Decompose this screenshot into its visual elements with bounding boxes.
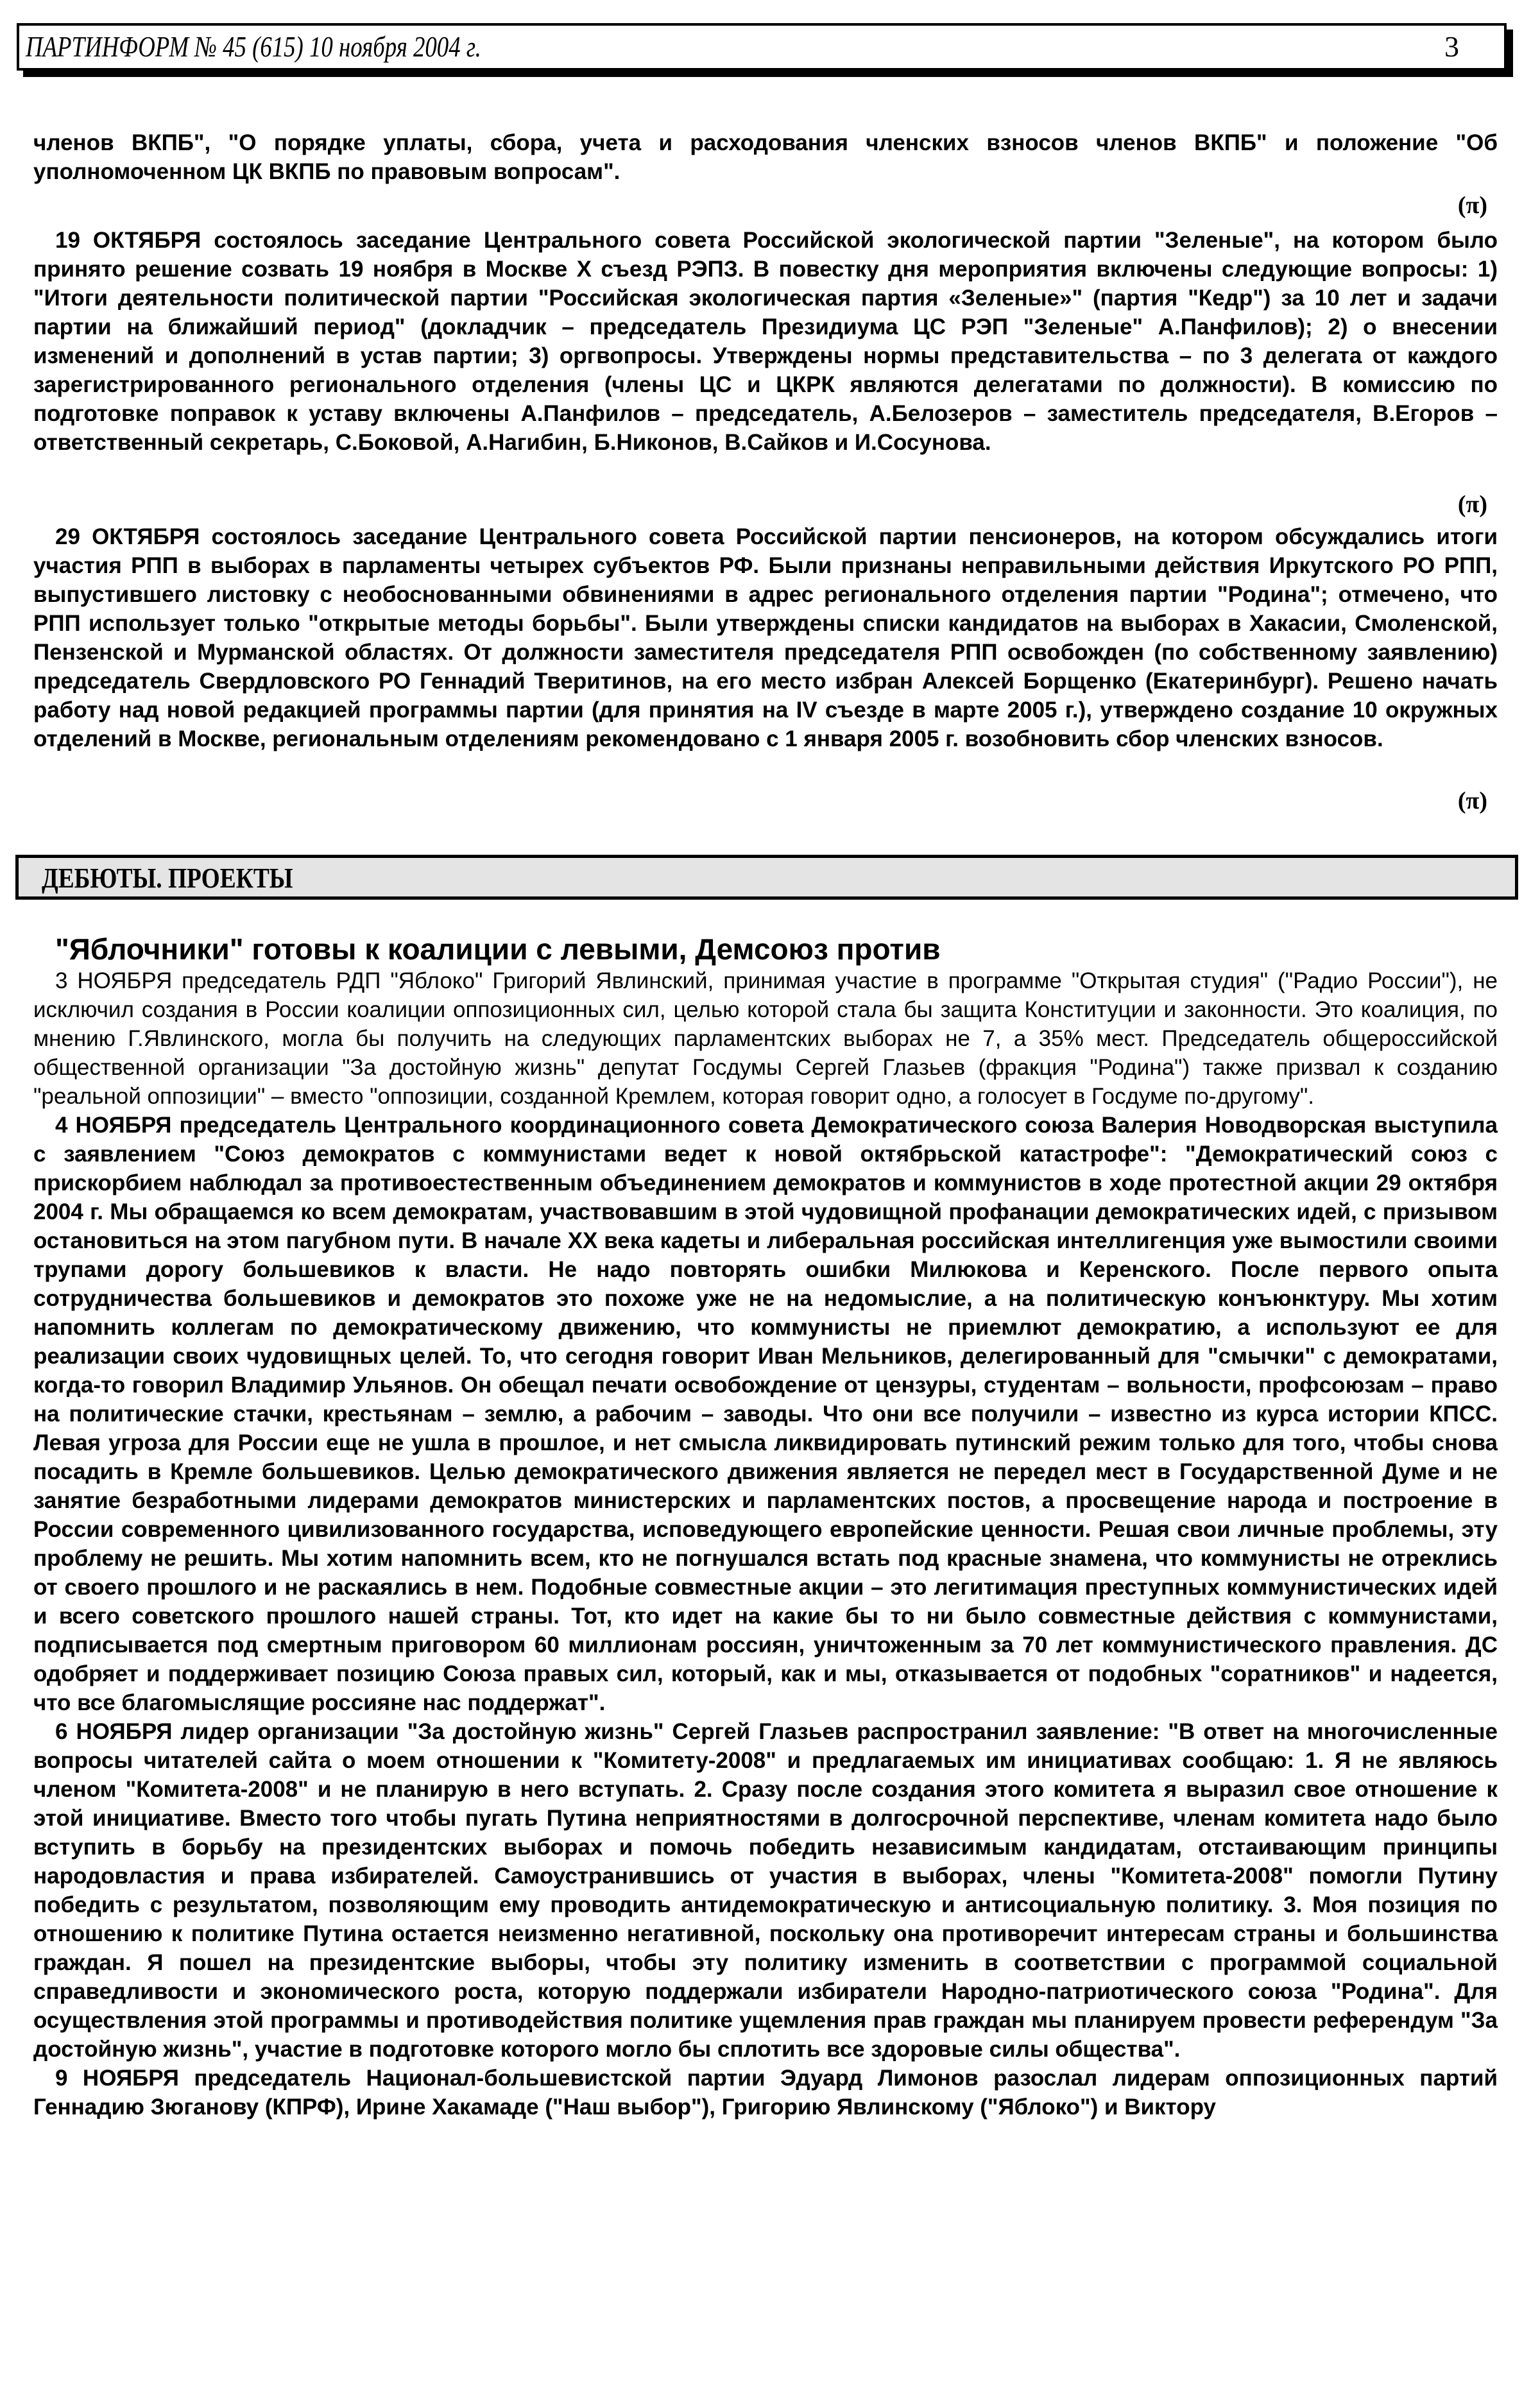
page-header — [17, 23, 1507, 71]
article-paragraph: 4 НОЯБРЯ председатель Центрального координационного совета Демократического союза Валерия Новодворская выступила с заявлением "Союз демократов с коммунистами ведет к новой октябрьской катастрофе": "Демократический союз с прискорбием наблюдал за противоестественным объединением демократов и коммунистов в ходе протестной акции 29 октября 2004 г. Мы обращаемся ко всем демократам, участвовавшим в этой чудовищной профанации демократических идей, с призывом остановиться на этом пагубном пути. В начале XX века кадеты и либеральная российская интеллигенция уже вымостили своими трупами дорогу большевиков к власти. Не надо повторять ошибки Милюкова и Керенского. После первого опыта сотрудничества большевиков и демократов это похоже уже не на недомыслие, а на политическую конъюнктуру. Мы хотим напомнить коллегам по демократическому движению, что коммунисты не приемлют демократию, а используют ее для реализации своих чудовищных целей. То, что сегодня говорит Иван Мельников, делегированный для "смычки" с демократами, когда-то говорил Владимир Ульянов. Он обещал печати освобождение от цензуры, студентам – вольности, профсоюзам – право на политические стачки, крестьянам – землю, а рабочим – заводы. Что они все получили – известно из курса истории КПСС. Левая угроза для России еще не ушла в прошлое, и нет смысла ликвидировать путинский режим только для того, чтобы снова посадить в Кремле большевиков. Целью демократического движения является не передел мест в Государственной Думе и не занятие безработными лидерами демократов министерских и парламентских постов, а просвещение народа и построение в России современного цивилизованного государства, исповедующего европейские ценности. Решая свои личные проблемы, эту проблему не решить. Мы хотим напомнить всем, кто не погнушался встать под красные знамена, что коммунисты не отреклись от своего прошлого и не раскаялись в нем. Подобные совместные акции – это легитимация преступных коммунистических идей и всего советского прошлого нашей страны. Тот, кто идет на какие бы то ни было совместные действия с коммунистами, подписывается под смертным приговором 60 миллионам россиян, уничтоженным за 70 лет коммунистического правления. ДС одобряет и поддерживает позицию Союза правых сил, который, как и мы, отказывается от подобных "соратников" и надеется, что все благомыслящие россияне нас поддержат". — [33, 1113, 1498, 1715]
author-signature: (π) — [1457, 787, 1487, 814]
article-body — [33, 966, 1498, 2121]
page-number: 3 — [1444, 30, 1459, 63]
news-paragraph: 29 ОКТЯБРЯ состоялось заседание Центрального совета Российской партии пенсионеров, на котором обсуждались итоги участия РПП в выборах в парламенты четырех субъектов РФ. Были признаны неправильными действия Иркутского РО РПП, выпустившего листовку с необоснованными обвинениями в адрес регионального отделения партии "Родина"; отмечено, что РПП использует только "открытые методы борьбы". Были утверждены списки кандидатов на выборах в Хакасии, Смоленской, Пензенской и Мурманской областях. От должности заместителя председателя РПП освобожден (по собственному заявлению) председатель Свердловского РО Геннадий Тверитинов, на его место избран Алексей Борщенко (Екатеринбург). Решено начать работу над новой редакцией программы партии (для принятия на IV съезде в марте 2005 г.), утверждено создание 10 окружных отделений в Москве, региональным отделениям рекомендовано с 1 января 2005 г. возобновить сбор членских взносов. — [33, 524, 1498, 751]
publication-title: ПАРТИНФОРМ № 45 (615) 10 ноября 2004 г. — [26, 30, 481, 63]
section-header — [15, 855, 1518, 900]
news-paragraph: 19 ОКТЯБРЯ состоялось заседание Центрального совета Российской экологической партии "Зеленые", на котором было принято решение созвать 19 ноября в Москве X съезд РЭПЗ. В повестку дня мероприятия включены следующие вопросы: 1) "Итоги деятельности политической партии "Российская экологическая партия «Зеленые»" (партия "Кедр") за 10 лет и задачи партии на ближайший период" (докладчик – председатель Президиума ЦС РЭП "Зеленые" А.Панфилов); 2) о внесении изменений и дополнений в устав партии; 3) оргвопросы. Утверждены нормы представительства – по 3 делегата от каждого зарегистрированного регионального отделения (члены ЦС и ЦКРК являются делегатами по должности). В комиссию по подготовке поправок к уставу включены А.Панфилов – председатель, А.Белозеров – заместитель председателя, В.Егоров – ответственный секретарь, С.Боковой, А.Нагибин, Б.Никонов, В.Сайков и И.Сосунова. — [33, 228, 1498, 455]
section-title: ДЕБЮТЫ. ПРОЕКТЫ — [42, 862, 293, 894]
article-paragraph: 6 НОЯБРЯ лидер организации "За достойную жизнь" Сергей Глазьев распространил заявление: "В ответ на многочисленные вопросы читателей сайта о моем отношении к "Комитету-2008" и предлагаемых им инициативах сообщаю: 1. Я не являюсь членом "Комитета-2008" и не планирую в него вступать. 2. Сразу после создания этого комитета я выразил свое отношение к этой инициативе. Вместо того чтобы пугать Путина неприятностями в долгосрочной перспективе, членам комитета надо было вступить в борьбу на президентских выборах и помочь победить независимым кандидатам, отстаивающим принципы народовластия и права избирателей. Самоустранившись от участия в выборах, члены "Комитета-2008" помогли Путину победить с результатом, позволяющим ему проводить антидемократическую и антисоциальную политику. 3. Моя позиция по отношению к политике Путина остается неизменно негативной, поскольку она противоречит интересам страны и большинства граждан. Я пошел на президентские выборы, чтобы эту политику изменить в соответствии с программой социальной справедливости и экономического роста, которую поддержали избиратели Народно-патриотического союза "Родина". Для осуществления этой программы и противодействия политике ущемления прав граждан мы планируем провести референдум "За достойную жизнь", участие в подготовке которого могло бы сплотить все здоровые силы общества". — [33, 1719, 1498, 2062]
article-title: "Яблочники" готовы к коалиции с левыми, Демсоюз против — [55, 932, 941, 966]
news-paragraph: членов ВКПБ", "О порядке уплаты, сбора, учета и расходования членских взносов членов ВКПБ" и положение "Об уполномоченном ЦК ВКПБ по правовым вопросам". — [33, 130, 1498, 184]
author-signature: (π) — [1457, 192, 1487, 219]
article-paragraph: 3 НОЯБРЯ председатель РДП "Яблоко" Григорий Явлинский, принимая участие в программе "Открытая студия" ("Радио России"), не исключил создания в России коалиции оппозиционных сил, целью которой стала бы защита Конституции и законности. Это коалиция, по мнению Г.Явлинского, могла бы получить на следующих парламентских выборах не 7, а 35% мест. Председатель общероссийской общественной организации "За достойную жизнь" депутат Госдумы Сергей Глазьев (фракция "Родина") также призвал к созданию "реальной оппозиции" – вместо "оппозиции, созданной Кремлем, которая говорит одно, а голосует в Госдуме по-другому". — [33, 968, 1498, 1109]
article-paragraph: 9 НОЯБРЯ председатель Национал-большевистской партии Эдуард Лимонов разослал лидерам оппозиционных партий Геннадию Зюганову (КПРФ), Ирине Хакамаде ("Наш выбор"), Григорию Явлинскому ("Яблоко") и Виктору — [33, 2066, 1498, 2120]
author-signature: (π) — [1457, 491, 1487, 518]
